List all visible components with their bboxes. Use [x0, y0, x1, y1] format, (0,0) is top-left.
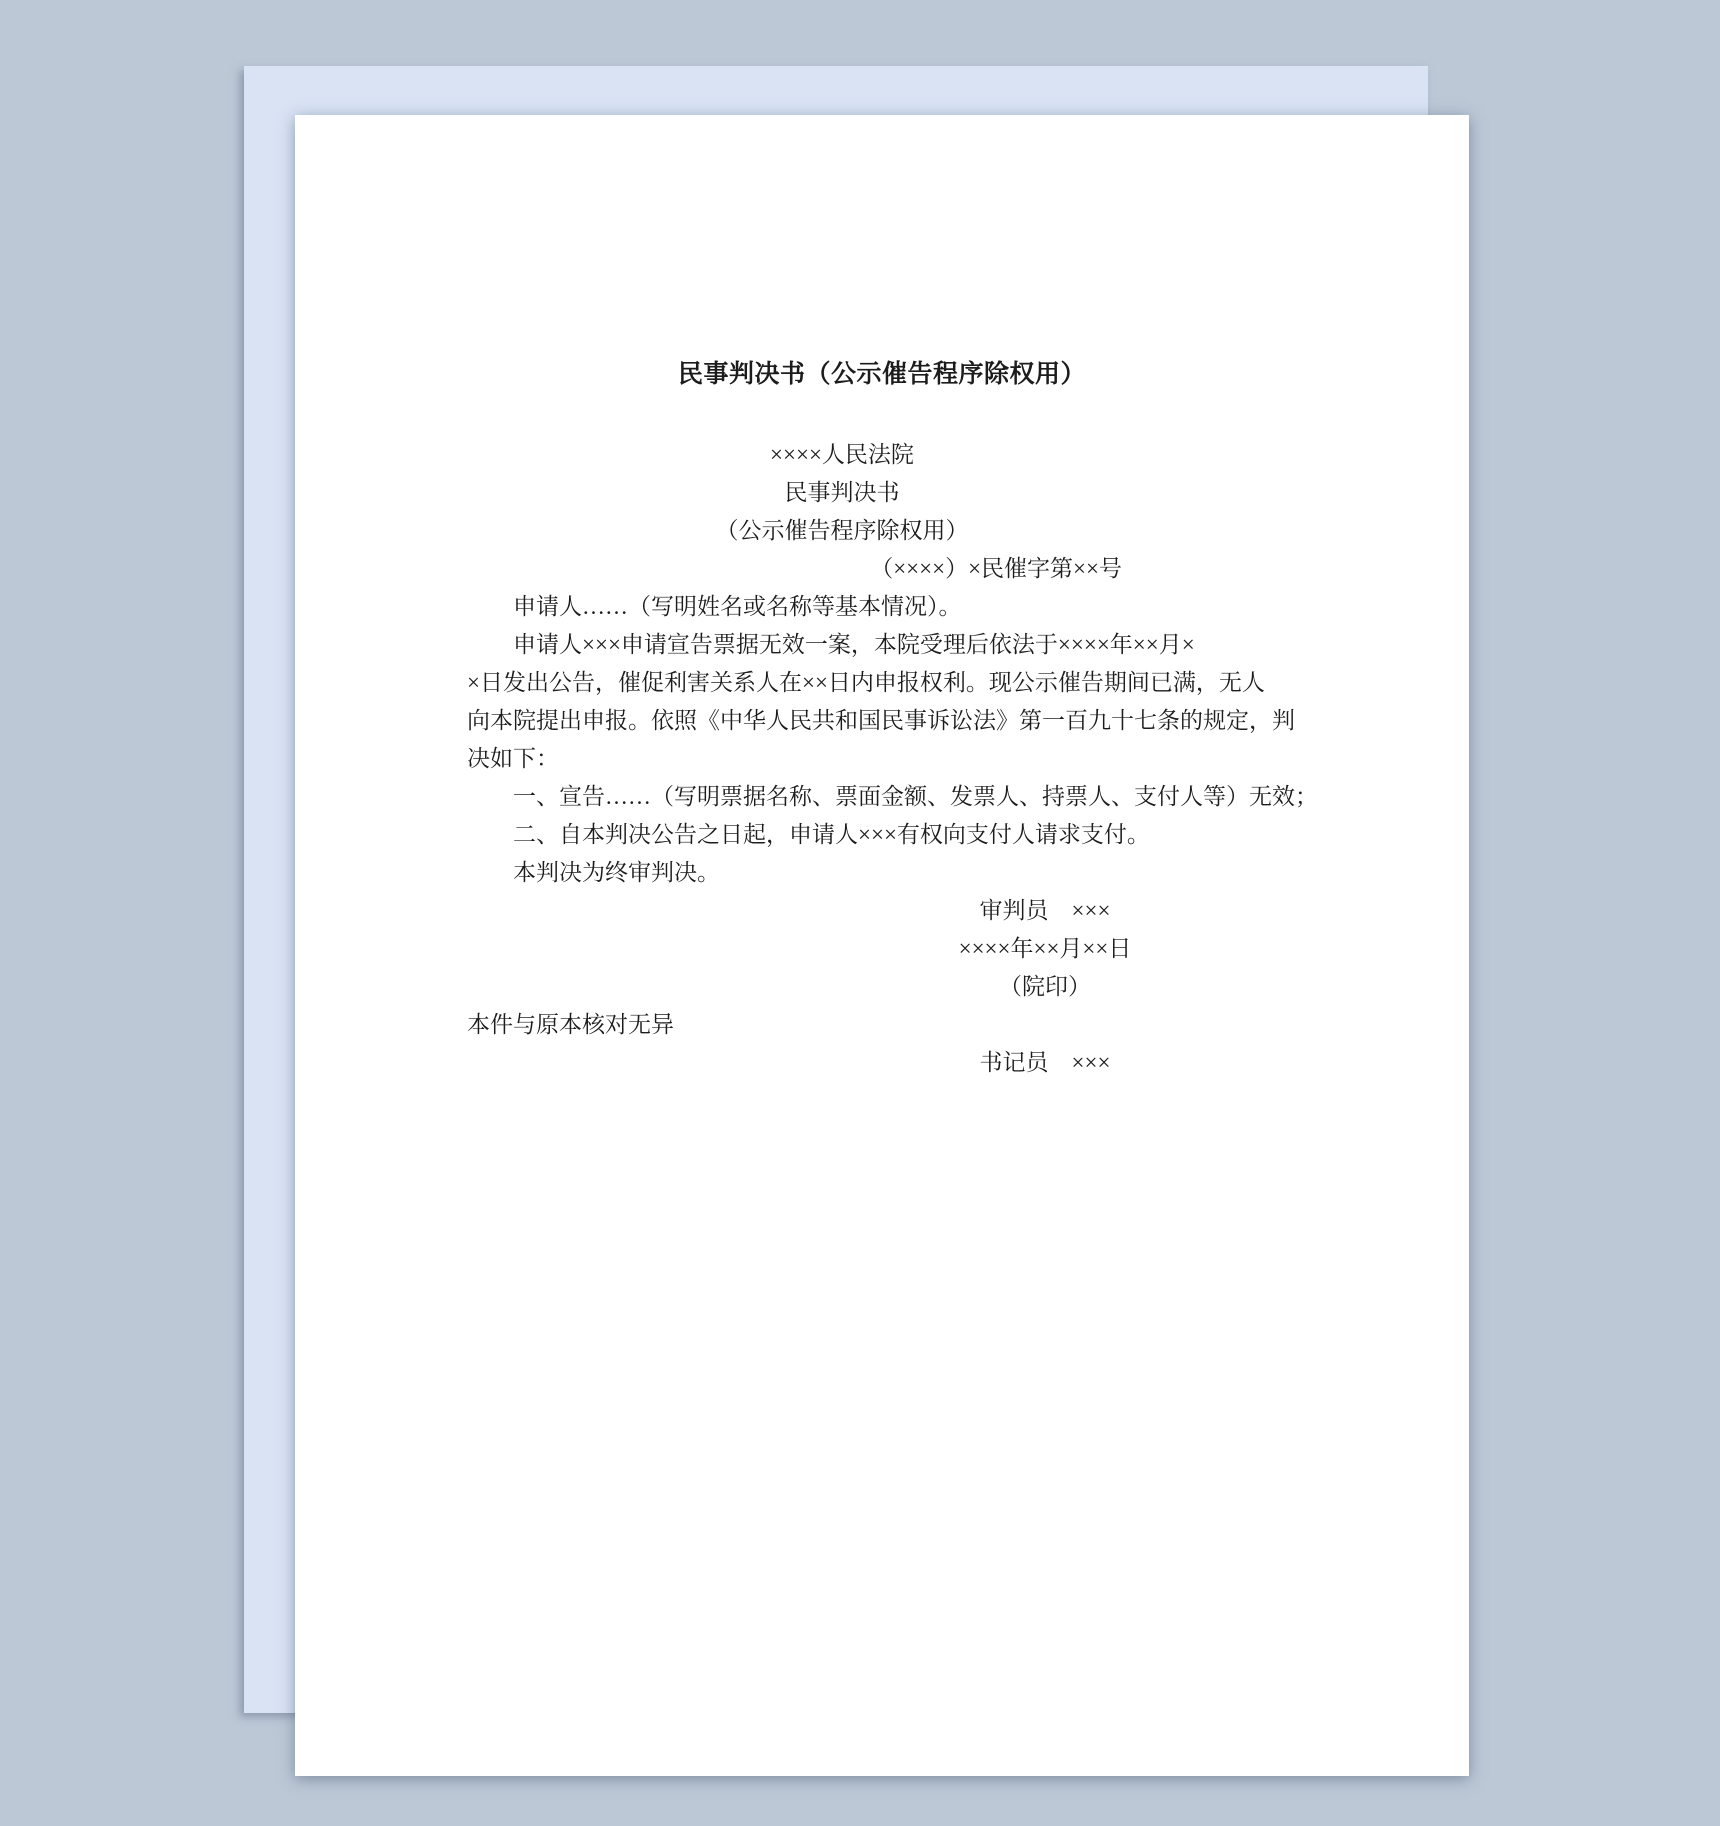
- body-line: 申请人……（写明姓名或名称等基本情况）。: [513, 594, 962, 619]
- body-line: 向本院提出申报。依照《中华人民共和国民事诉讼法》第一百九十七条的规定，判: [467, 708, 1295, 733]
- court-seal: （院印）: [999, 974, 1091, 999]
- verification-note: 本件与原本核对无异: [467, 1012, 674, 1037]
- court-header: [467, 436, 1297, 550]
- document-type: 民事判决书: [784, 480, 900, 505]
- judgment-item-2: 二、自本判决公告之日起，申请人×××有权向支付人请求支付。: [513, 822, 1150, 847]
- body-line: ×日发出公告，催促利害关系人在××日内申报权利。现公示催告期间已满，无人: [467, 670, 1265, 695]
- judgment-date: ××××年××月××日: [958, 936, 1132, 961]
- body-line: 决如下：: [467, 746, 559, 771]
- document-subtype: （公示催告程序除权用）: [715, 518, 969, 543]
- document-title: 民事判决书（公示催告程序除权用）: [677, 361, 1086, 388]
- document-page: [295, 115, 1469, 1776]
- case-number: （××××）×民催字第××号: [870, 556, 1122, 581]
- clerk-block: [793, 1044, 1297, 1082]
- body-line: 申请人×××申请宣告票据无效一案，本院受理后依法于××××年××月×: [513, 632, 1195, 657]
- signature-block: [793, 892, 1297, 1006]
- court-name: ××××人民法院: [770, 442, 914, 467]
- final-judgment-note: 本判决为终审判决。: [513, 860, 720, 885]
- clerk-signature: 书记员 ×××: [979, 1050, 1111, 1075]
- judge-signature: 审判员 ×××: [979, 898, 1111, 923]
- judgment-item-1: 一、宣告……（写明票据名称、票面金额、发票人、持票人、支付人等）无效；: [513, 784, 1318, 809]
